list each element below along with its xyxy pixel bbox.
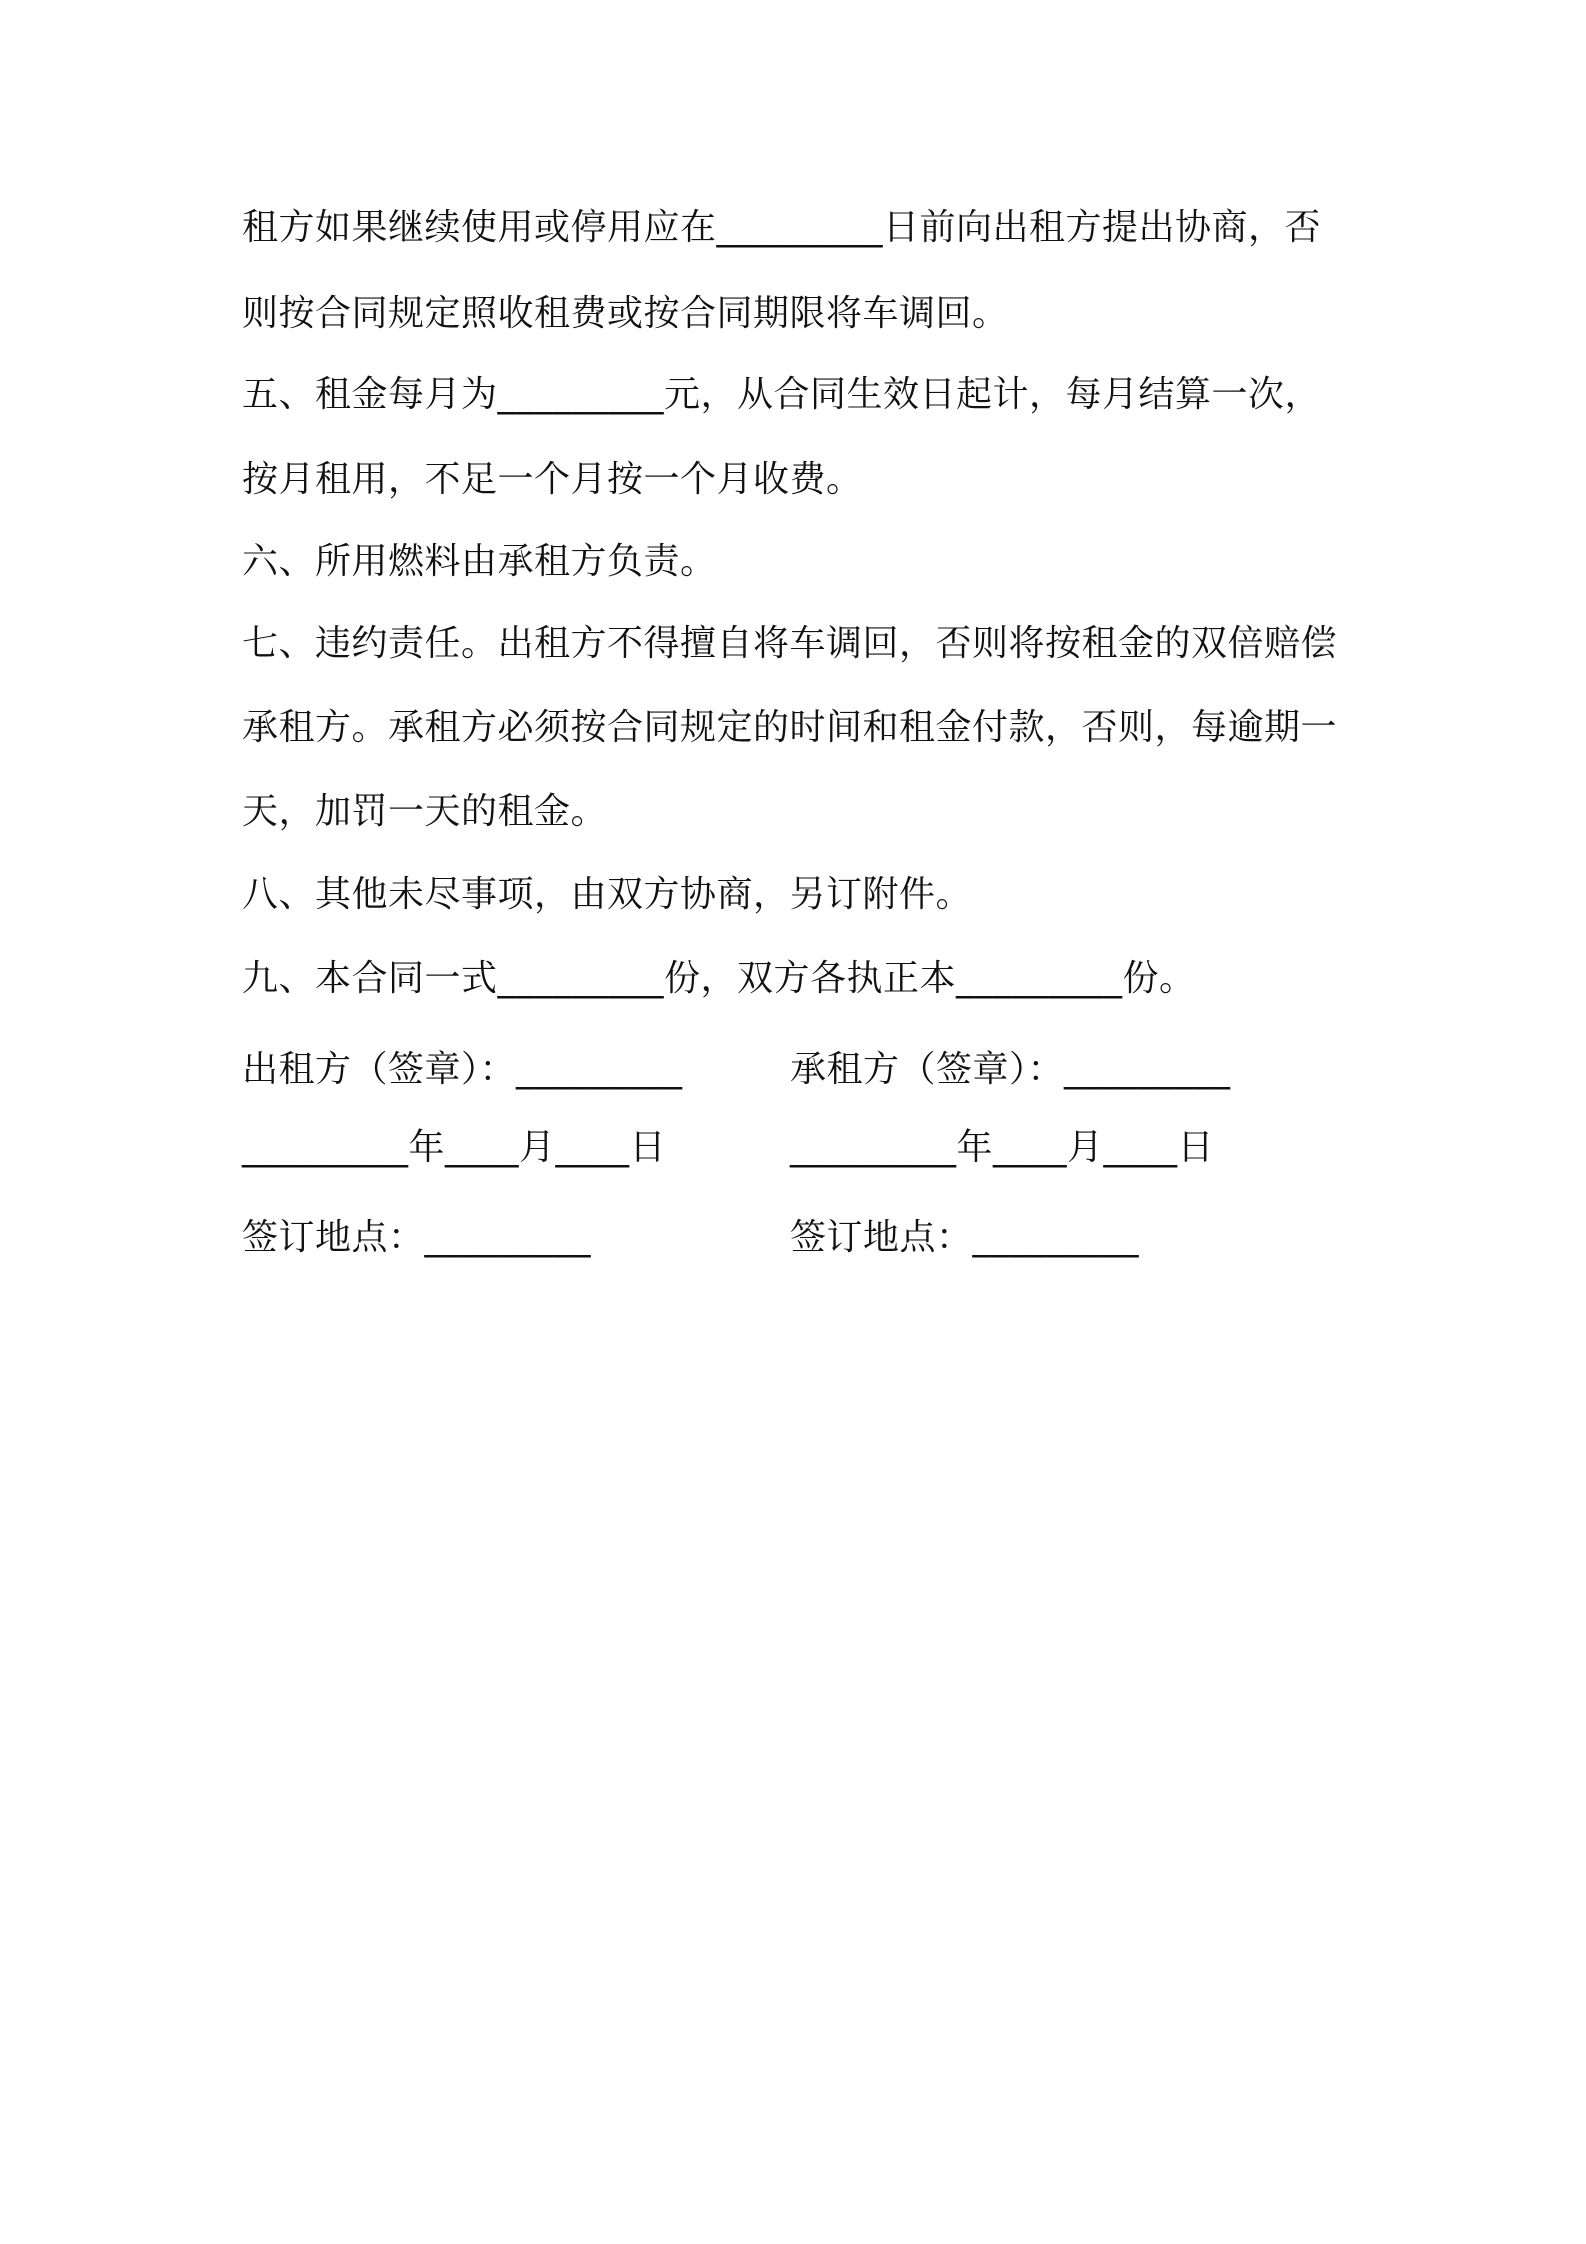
paragraph-line: 八、其他未尽事项，由双方协商，另订附件。 xyxy=(242,874,973,915)
lessor-date: _________年____月____日 xyxy=(242,1127,666,1168)
paragraph-line: 五、租金每月为_________元，从合同生效日起计，每月结算一次， xyxy=(242,374,1322,415)
lessee-date: _________年____月____日 xyxy=(790,1127,1214,1168)
paragraph-line: 六、所用燃料由承租方负责。 xyxy=(242,541,717,582)
lessee-signature: 承租方（签章）：_________ xyxy=(790,1049,1231,1090)
lessee-signing-place: 签订地点：_________ xyxy=(790,1217,1140,1258)
paragraph-line: 承租方。承租方必须按合同规定的时间和租金付款，否则，每逾期一 xyxy=(242,707,1338,748)
paragraph-line: 租方如果继续使用或停用应在_________日前向出租方提出协商，否 xyxy=(242,207,1322,248)
lessor-signature: 出租方（签章）：_________ xyxy=(242,1049,683,1090)
paragraph-line: 则按合同规定照收租费或按合同期限将车调回。 xyxy=(242,293,1009,334)
paragraph-line: 九、本合同一式_________份，双方各执正本_________份。 xyxy=(242,958,1196,999)
paragraph-line: 七、违约责任。出租方不得擅自将车调回，否则将按租金的双倍赔偿 xyxy=(242,623,1338,664)
paragraph-line: 天，加罚一天的租金。 xyxy=(242,791,608,832)
paragraph-line: 按月租用，不足一个月按一个月收费。 xyxy=(242,459,863,500)
lessor-signing-place: 签订地点：_________ xyxy=(242,1217,592,1258)
